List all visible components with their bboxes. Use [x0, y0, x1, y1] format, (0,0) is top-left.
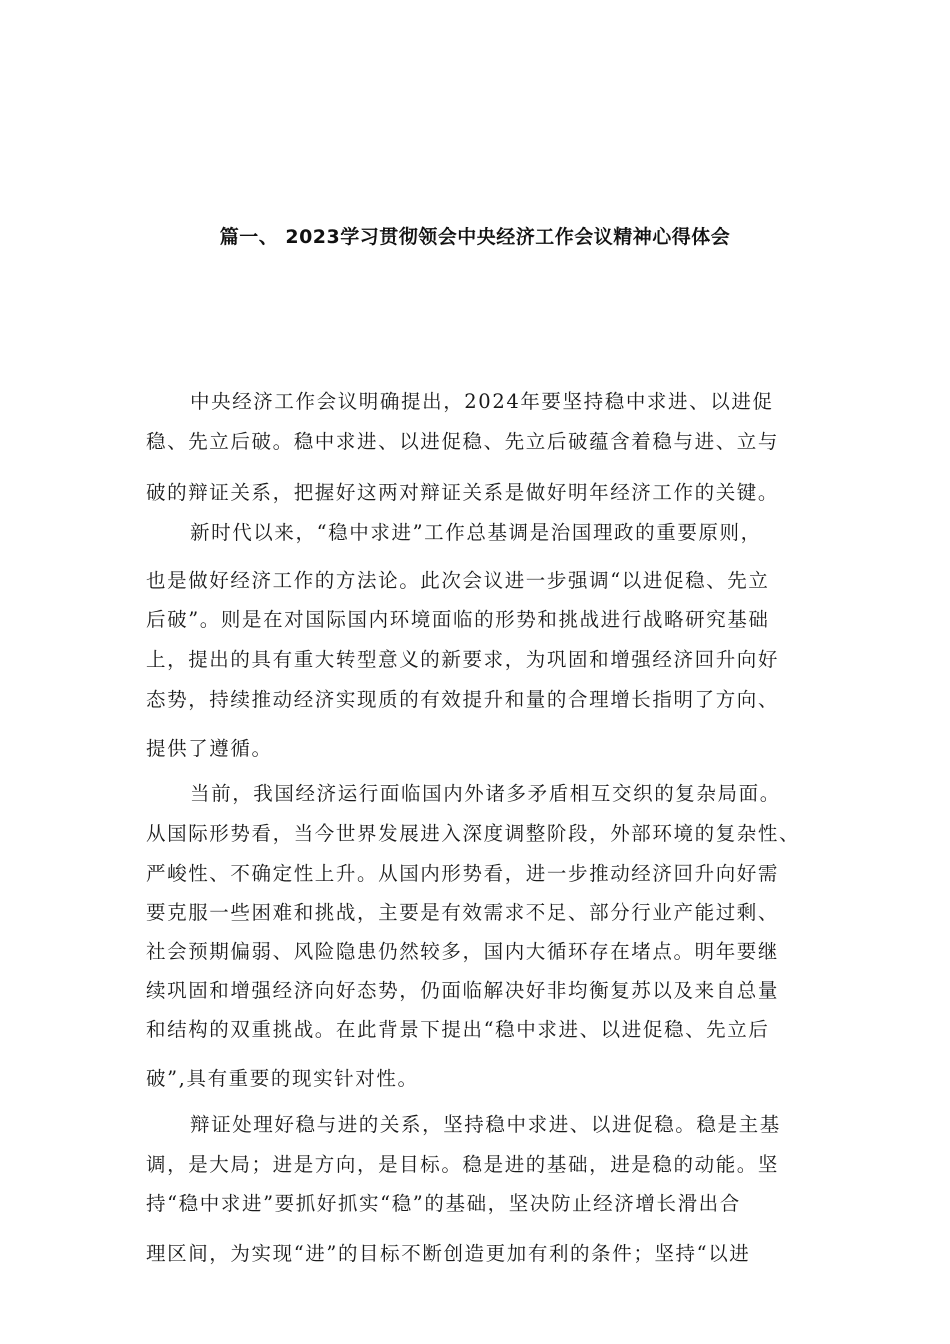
- paragraph-2-line-2: 也是做好经济工作的方法论。此次会议进一步强调“以进促稳、先立: [146, 569, 770, 592]
- paragraph-3-line-1: 当前，我国经济运行面临国内外诸多矛盾相互交织的复杂局面。: [190, 782, 781, 805]
- paragraph-1-line-2: 稳、先立后破。稳中求进、以进促稳、先立后破蕴含着稳与进、立与: [146, 430, 780, 453]
- paragraph-4-line-3: 持“稳中求进”要抓好抓实“稳”的基础，坚决防止经济增长滑出合: [146, 1192, 741, 1215]
- paragraph-3-line-5: 社会预期偏弱、风险隐患仍然较多，国内大循环存在堵点。明年要继: [146, 940, 780, 963]
- paragraph-3-line-2: 从国际形势看，当今世界发展进入深度调整阶段，外部环境的复杂性、: [146, 822, 801, 845]
- paragraph-4-line-1: 辩证处理好稳与进的关系，坚持稳中求进、以进促稳。稳是主基: [190, 1113, 781, 1136]
- paragraph-3-line-7: 和结构的双重挑战。在此背景下提出“稳中求进、以进促稳、先立后: [146, 1018, 770, 1041]
- paragraph-2-line-6: 提供了遵循。: [146, 737, 273, 760]
- paragraph-4-line-2: 调，是大局；进是方向，是目标。稳是进的基础，进是稳的动能。坚: [146, 1153, 780, 1176]
- paragraph-3-line-6: 续巩固和增强经济向好态势，仍面临解决好非均衡复苏以及来自总量: [146, 979, 780, 1002]
- paragraph-2-line-5: 态势，持续推动经济实现质的有效提升和量的合理增长指明了方向、: [146, 688, 780, 711]
- paragraph-2-line-4: 上，提出的具有重大转型意义的新要求，为巩固和增强经济回升向好: [146, 648, 780, 671]
- paragraph-1-line-3: 破的辩证关系，把握好这两对辩证关系是做好明年经济工作的关键。: [146, 481, 780, 504]
- paragraph-3-line-8: 破”,具有重要的现实针对性。: [146, 1067, 419, 1090]
- paragraph-3-line-3: 严峻性、不确定性上升。从国内形势看，进一步推动经济回升向好需: [146, 862, 780, 885]
- paragraph-4-line-4: 理区间，为实现“进”的目标不断创造更加有利的条件；坚持“以进: [146, 1242, 751, 1265]
- document-title: 篇一、 2023学习贯彻领会中央经济工作会议精神心得体会: [219, 226, 731, 248]
- paragraph-2-line-3: 后破”。则是在对国际国内环境面临的形势和挑战进行战略研究基础: [146, 608, 770, 631]
- paragraph-3-line-4: 要克服一些困难和挑战，主要是有效需求不足、部分行业产能过剩、: [146, 901, 780, 924]
- paragraph-1-line-1: 中央经济工作会议明确提出，2024年要坚持稳中求进、以进促: [190, 390, 774, 413]
- paragraph-2-line-1: 新时代以来，“稳中求进”工作总基调是治国理政的重要原则，: [190, 521, 762, 544]
